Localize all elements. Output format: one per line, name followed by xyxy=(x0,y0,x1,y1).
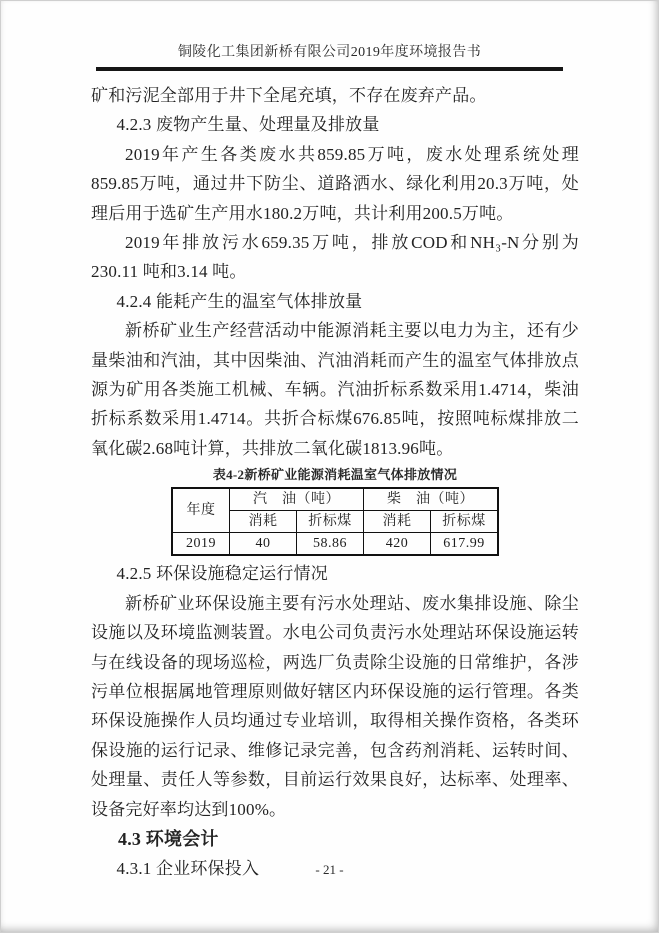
paragraph-tailings: 矿和污泥全部用于井下全尾充填，不存在废弃产品。 xyxy=(91,86,487,105)
table-header-gasoline: 汽 油（吨） xyxy=(230,488,364,511)
table-cell-diesel-consumption: 420 xyxy=(364,533,431,556)
page-header xyxy=(1,1,658,71)
table-row-2019 xyxy=(172,533,498,556)
table-header-row-groups xyxy=(172,488,498,511)
table-cell-gasoline-coal-equivalent: 58.86 xyxy=(297,533,364,556)
section-heading-4-3: 4.3 环境会计 xyxy=(118,828,219,849)
paragraph-energy: 新桥矿业生产经营活动中能源消耗主要以电力为主，还有少量柴油和汽油，其中因柴油、汽油消耗而产生的温室气体排放点源为矿用各类施工机械、车辆。汽油折标系数采用1.4714，柴油折标系数采用1.4714。共折合标煤676.85吨，按照吨标煤排放二氧化碳2.68吨计算，共排放二氧化碳1813.96吨。 xyxy=(91,321,579,458)
table-header-year: 年度 xyxy=(172,488,230,533)
paragraph-discharge: 2019年排放污水659.35万吨，排放COD和NH₃-N分别为230.11 吨和3.14 吨。 xyxy=(91,233,579,282)
section-heading-4-2-3: 4.2.3 废物产生量、处理量及排放量 xyxy=(116,115,380,135)
report-header-title: 铜陵化工集团新桥有限公司2019年度环境报告书 xyxy=(177,45,482,60)
document-body xyxy=(91,81,579,883)
table-header-gasoline-coal-equivalent: 折标煤 xyxy=(297,511,364,533)
table-header-diesel-consumption: 消耗 xyxy=(364,511,431,533)
table-header-diesel-coal-equivalent: 折标煤 xyxy=(431,511,499,533)
page-number: - 21 - xyxy=(315,862,344,877)
section-heading-4-3-1: 4.3.1 企业环保投入 xyxy=(116,858,260,878)
paragraph-wastewater: 2019年产生各类废水共859.85万吨，废水处理系统处理859.85万吨，通过井下防尘、道路洒水、绿化利用20.3万吨，处理后用于选矿生产用水180.2万吨，共计利用200.5万吨。 xyxy=(91,144,579,223)
table-header-diesel: 柴 油（吨） xyxy=(364,488,499,511)
section-heading-4-2-4: 4.2.4 能耗产生的温室气体排放量 xyxy=(116,291,363,311)
table-caption: 表4-2新桥矿业能源消耗温室气体排放情况 xyxy=(212,467,458,483)
section-heading-4-2-5: 4.2.5 环保设施稳定运行情况 xyxy=(116,564,328,584)
table-cell-gasoline-consumption: 40 xyxy=(230,533,297,556)
table-cell-year: 2019 xyxy=(172,533,230,556)
table-cell-diesel-coal-equivalent: 617.99 xyxy=(431,533,499,556)
table-header-gasoline-consumption: 消耗 xyxy=(230,511,297,533)
paragraph-facilities: 新桥矿业环保设施主要有污水处理站、废水集排设施、除尘设施以及环境监测装置。水电公司负责污水处理站环保设施运转与在线设备的现场巡检，两选厂负责除尘设施的日常维护，各涉污单位根据属地管理原则做好辖区内环保设施的运行管理。各类环保设施操作人员均通过专业培训，取得相关操作资格，各类环保设施的运行记录、维修记录完善，包含药剂消耗、运转时间、处理量、责任人等参数，目前运行效果良好，达标率、处理率、设备完好率均达到100%。 xyxy=(91,593,579,819)
header-rule xyxy=(96,67,563,71)
energy-consumption-table xyxy=(171,487,499,556)
